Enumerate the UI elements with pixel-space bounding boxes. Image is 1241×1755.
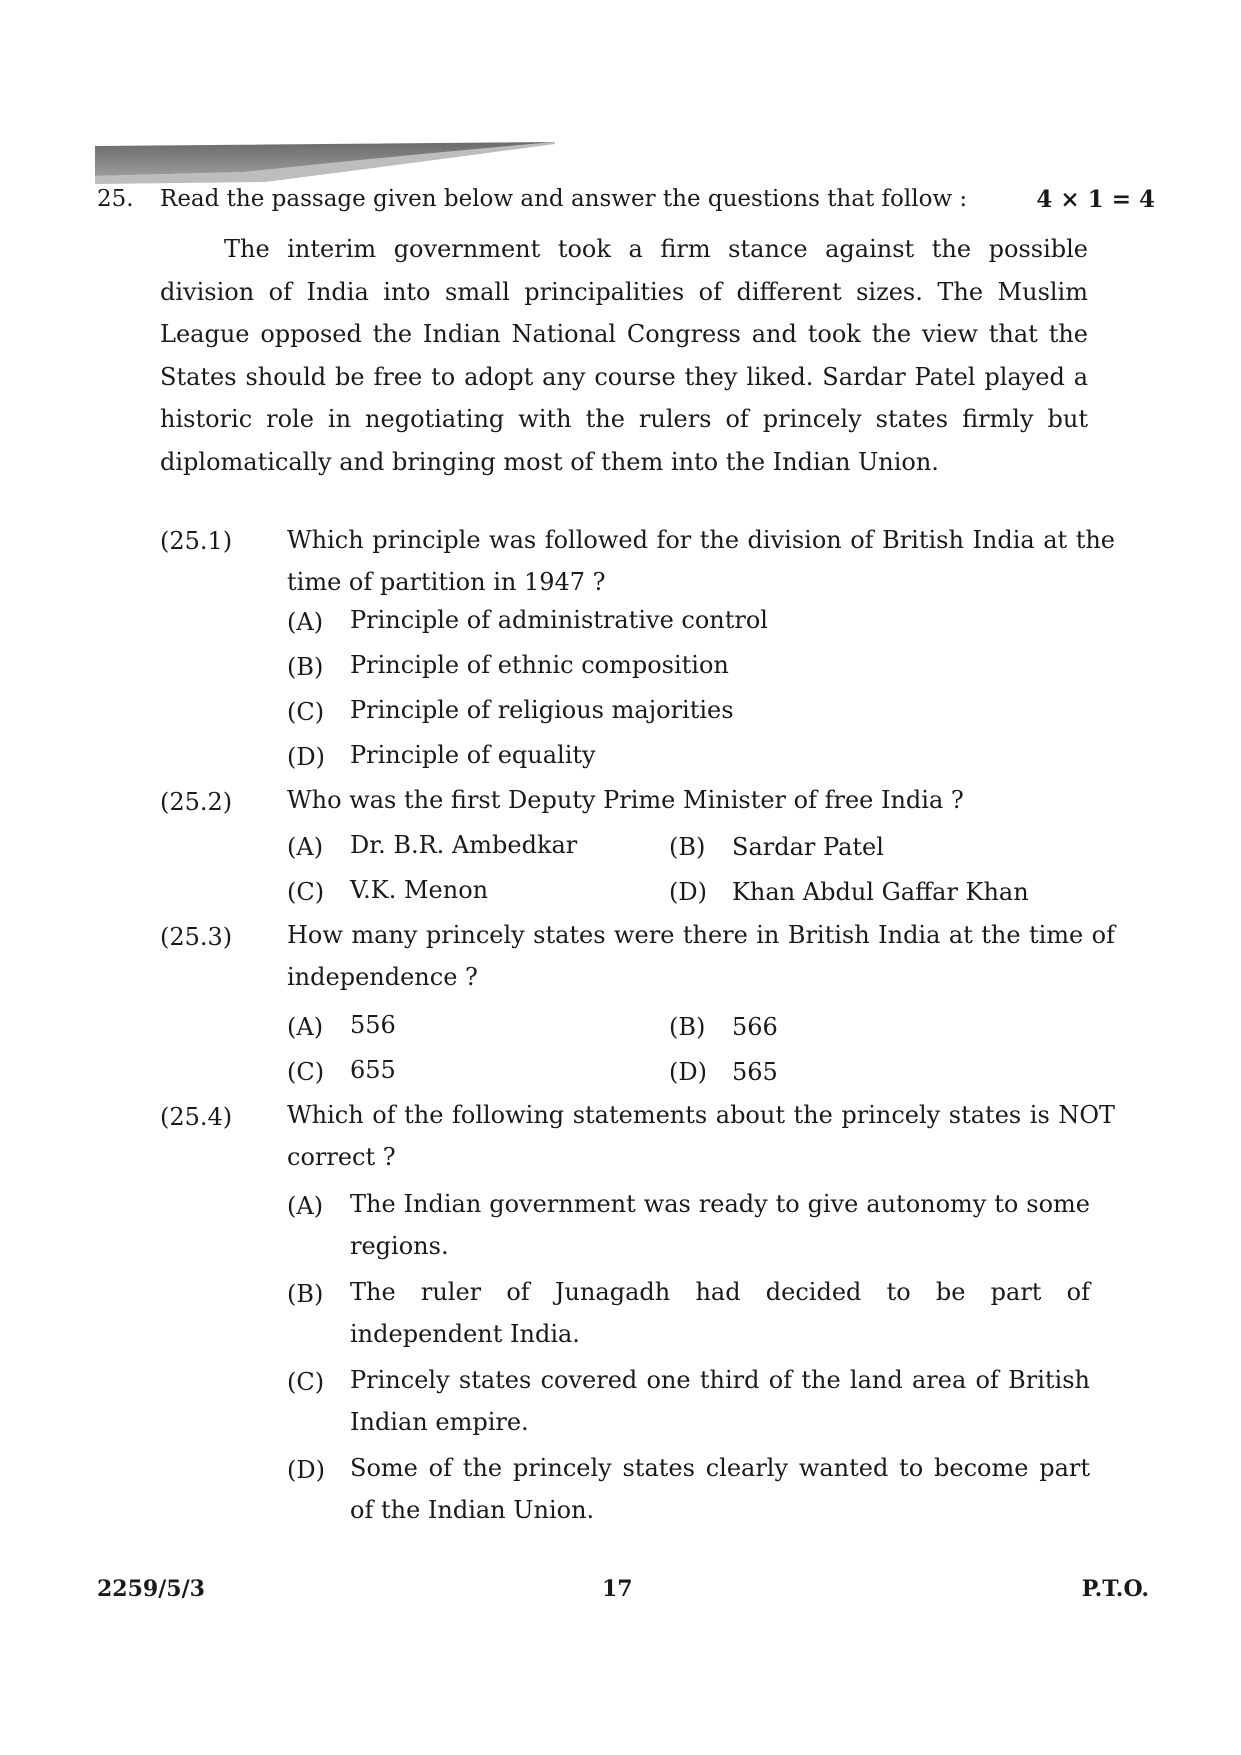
subquestion-label: (25.4) [160,1103,233,1131]
option-label: (B) [669,833,706,861]
reading-passage: The interim government took a firm stance against the possible division of India into small principalities of different sizes. The Muslim League opposed the Indian National Congress and took the view that the States should be free to adopt any course they liked. Sardar Patel played a historic role in negotiating with the rulers of princely states firmly but diplomatically and bringing most of them into the Indian Union. [160,235,1088,476]
subquestion-text: Which of the following statements about the princely states is NOT correct ? [287,1101,1115,1171]
subquestion-text: Which principle was followed for the division of British India at the time of partition in 1947 ? [287,526,1115,596]
paper-code: 2259/5/3 [97,1576,205,1602]
option-label: (C) [287,878,325,906]
option-text: Principle of administrative control [350,606,768,634]
question-number: 25. [97,186,134,212]
question-marks: 4 × 1 = 4 [1036,186,1155,213]
option-text: Dr. B.R. Ambedkar [350,831,578,859]
option-label: (C) [287,698,325,726]
option-text: Khan Abdul Gaffar Khan [732,878,1029,906]
option-label: (B) [287,1280,324,1308]
option-label: (C) [287,1368,325,1396]
option-label: (A) [287,1013,324,1041]
option-text: 655 [350,1056,396,1084]
option-text: The ruler of Junagadh had decided to be part of independent India. [350,1278,1090,1348]
option-text: Principle of ethnic composition [350,651,729,679]
option-label: (A) [287,608,324,636]
subquestion-text: Who was the first Deputy Prime Minister of free India ? [287,786,964,814]
subquestion-label: (25.1) [160,527,233,555]
option-text: Princely states covered one third of the land area of British Indian empire. [350,1366,1090,1436]
option-text: V.K. Menon [350,876,489,904]
option-label: (C) [287,1058,325,1086]
subquestion-text: How many princely states were there in British India at the time of independence ? [287,921,1115,991]
option-label: (D) [669,878,707,906]
subquestion-label: (25.3) [160,923,233,951]
option-text: Principle of equality [350,741,596,769]
option-label: (B) [287,653,324,681]
option-label: (B) [669,1013,706,1041]
option-label: (D) [669,1058,707,1086]
option-text: Some of the princely states clearly wanted to become part of the Indian Union. [350,1454,1090,1524]
option-text: 556 [350,1011,396,1039]
option-label: (D) [287,1456,325,1484]
option-text: 565 [732,1058,778,1086]
header-decorative-bar [95,142,555,186]
option-label: (D) [287,743,325,771]
subquestion-label: (25.2) [160,788,233,816]
option-label: (A) [287,1192,324,1220]
option-text: Sardar Patel [732,833,884,861]
please-turn-over: P.T.O. [1081,1576,1149,1602]
option-text: 566 [732,1013,778,1041]
option-text: Principle of religious majorities [350,696,734,724]
question-instructions: Read the passage given below and answer the questions that follow : [160,186,968,212]
page-number: 17 [602,1576,633,1602]
option-label: (A) [287,833,324,861]
option-text: The Indian government was ready to give autonomy to some regions. [350,1190,1090,1260]
